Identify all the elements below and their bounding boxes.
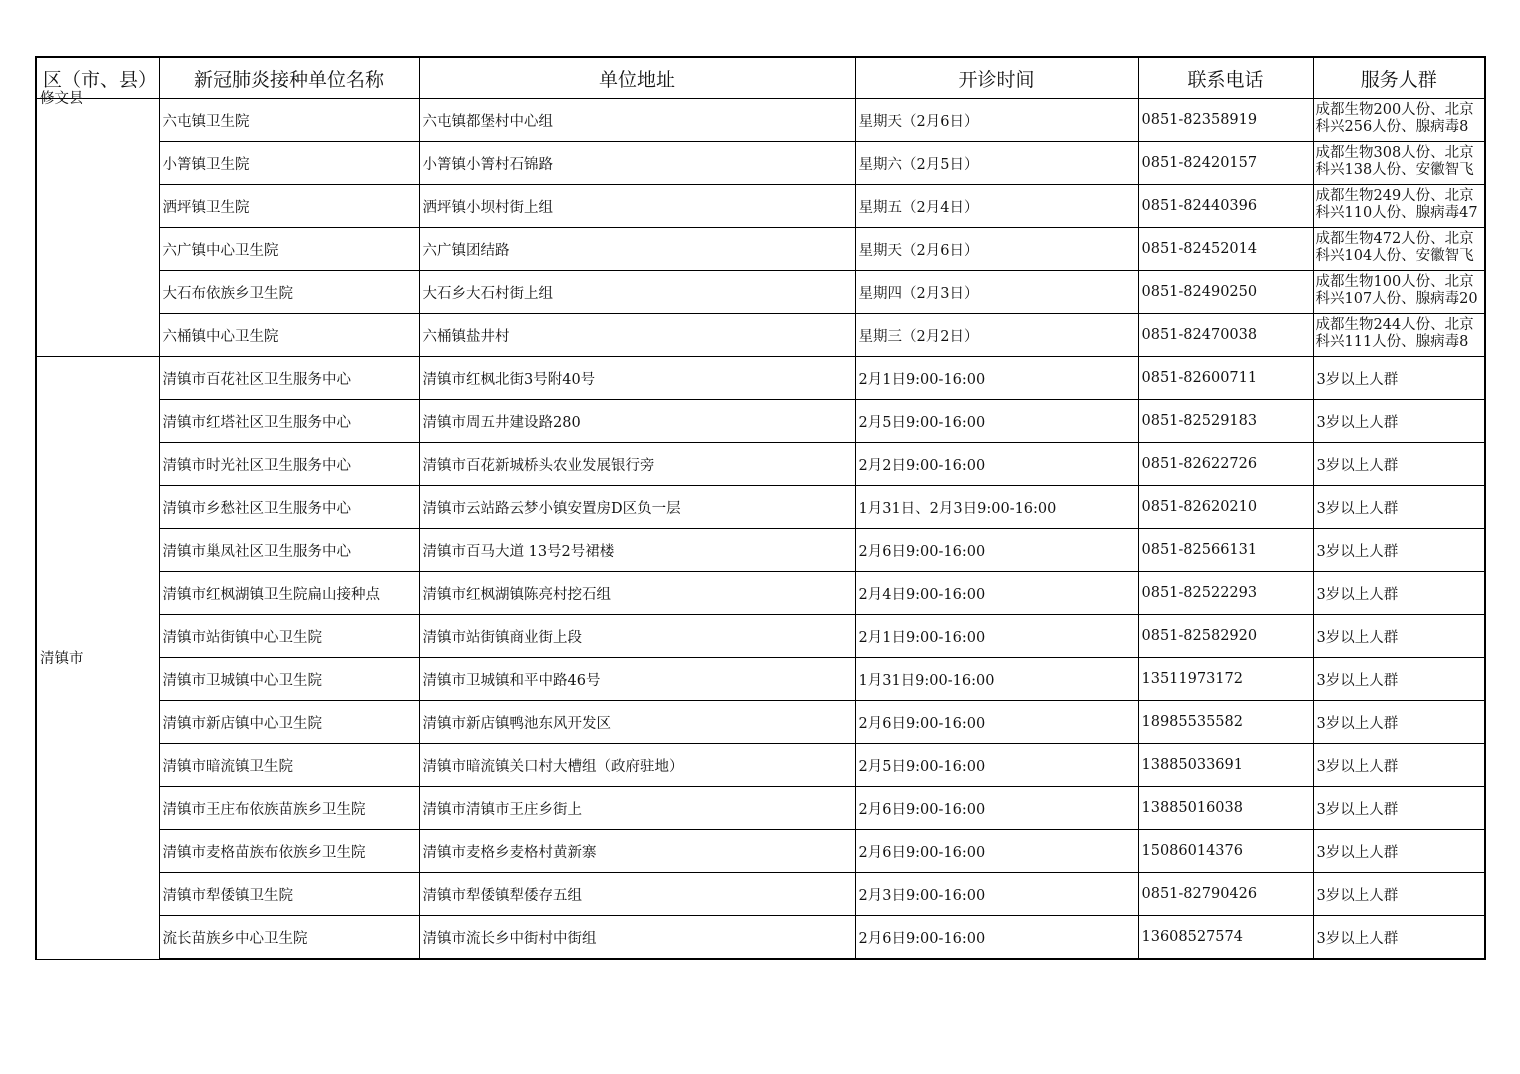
site-name: 清镇市王庄布依族苗族乡卫生院	[159, 787, 419, 830]
service-group	[1313, 314, 1485, 357]
site-address: 大石乡大石村街上组	[419, 271, 855, 314]
site-phone: 0851-82452014	[1138, 228, 1313, 271]
service-group-text: 成都生物200人份、北京科兴256人份、腺病毒8	[1315, 102, 1474, 135]
site-phone: 0851-82566131	[1138, 529, 1313, 572]
header-address: 单位地址	[419, 57, 855, 99]
table-row	[36, 615, 1485, 658]
district-cell-xiuwen	[36, 91, 159, 357]
site-address: 清镇市红枫北街3号附40号	[419, 357, 855, 400]
site-phone: 0851-82600711	[1138, 357, 1313, 400]
site-phone: 0851-82522293	[1138, 572, 1313, 615]
service-group: 3岁以上人群	[1313, 443, 1485, 486]
site-hours: 1月31日、2月3日9:00-16:00	[855, 486, 1138, 529]
table-row	[36, 443, 1485, 486]
site-name: 清镇市红枫湖镇卫生院扁山接种点	[159, 572, 419, 615]
service-group	[1313, 271, 1485, 314]
table-row	[36, 228, 1485, 271]
table-row	[36, 314, 1485, 357]
service-group: 3岁以上人群	[1313, 873, 1485, 916]
site-phone: 0851-82420157	[1138, 142, 1313, 185]
site-address: 洒坪镇小坝村街上组	[419, 185, 855, 228]
table-body	[36, 91, 1485, 960]
site-name: 清镇市百花社区卫生服务中心	[159, 357, 419, 400]
site-phone: 0851-82529183	[1138, 400, 1313, 443]
site-name: 洒坪镇卫生院	[159, 185, 419, 228]
site-address: 清镇市流长乡中街村中街组	[419, 916, 855, 960]
site-phone: 13608527574	[1138, 916, 1313, 960]
table-row	[36, 744, 1485, 787]
site-hours: 2月6日9:00-16:00	[855, 787, 1138, 830]
district-label: 修文县	[40, 91, 84, 107]
table-row	[36, 185, 1485, 228]
site-phone: 0851-82490250	[1138, 271, 1313, 314]
site-hours: 星期三（2月2日）	[855, 314, 1138, 357]
site-hours: 2月2日9:00-16:00	[855, 443, 1138, 486]
site-address: 六桶镇盐井村	[419, 314, 855, 357]
header-service-group: 服务人群	[1313, 57, 1485, 99]
site-address: 清镇市新店镇鸭池东风开发区	[419, 701, 855, 744]
site-phone: 0851-82440396	[1138, 185, 1313, 228]
vaccination-sites-sheet	[35, 56, 1484, 960]
site-hours: 2月6日9:00-16:00	[855, 701, 1138, 744]
district-cell-qingzhen: 清镇市	[36, 357, 159, 960]
site-hours: 星期天（2月6日）	[855, 228, 1138, 271]
table-row	[36, 701, 1485, 744]
site-address: 小箐镇小箐村石锦路	[419, 142, 855, 185]
service-group: 3岁以上人群	[1313, 400, 1485, 443]
site-hours: 2月1日9:00-16:00	[855, 357, 1138, 400]
site-address: 清镇市红枫湖镇陈亮村挖石组	[419, 572, 855, 615]
service-group-text: 成都生物249人份、北京科兴110人份、腺病毒47	[1315, 188, 1478, 221]
site-hours: 2月1日9:00-16:00	[855, 615, 1138, 658]
table-row	[36, 787, 1485, 830]
site-address: 六屯镇都堡村中心组	[419, 99, 855, 142]
site-name: 六广镇中心卫生院	[159, 228, 419, 271]
site-name: 清镇市新店镇中心卫生院	[159, 701, 419, 744]
site-address: 清镇市周五井建设路280	[419, 400, 855, 443]
service-group-text: 成都生物100人份、北京科兴107人份、腺病毒20	[1315, 274, 1478, 307]
site-address: 清镇市百马大道 13号2号裙楼	[419, 529, 855, 572]
table-row	[36, 916, 1485, 960]
header-district: 区（市、县）	[36, 57, 159, 99]
service-group: 3岁以上人群	[1313, 830, 1485, 873]
site-name: 六桶镇中心卫生院	[159, 314, 419, 357]
table-row	[36, 873, 1485, 916]
site-address: 清镇市百花新城桥头农业发展银行旁	[419, 443, 855, 486]
service-group	[1313, 99, 1485, 142]
site-hours: 2月4日9:00-16:00	[855, 572, 1138, 615]
site-name: 小箐镇卫生院	[159, 142, 419, 185]
site-hours: 星期四（2月3日）	[855, 271, 1138, 314]
site-address: 清镇市麦格乡麦格村黄新寨	[419, 830, 855, 873]
site-hours: 星期天（2月6日）	[855, 99, 1138, 142]
table-row	[36, 400, 1485, 443]
site-name: 清镇市乡愁社区卫生服务中心	[159, 486, 419, 529]
site-hours: 星期五（2月4日）	[855, 185, 1138, 228]
site-hours: 2月6日9:00-16:00	[855, 529, 1138, 572]
site-phone: 18985535582	[1138, 701, 1313, 744]
service-group: 3岁以上人群	[1313, 787, 1485, 830]
site-hours: 1月31日9:00-16:00	[855, 658, 1138, 701]
site-phone: 0851-82358919	[1138, 99, 1313, 142]
site-phone: 0851-82470038	[1138, 314, 1313, 357]
site-name: 流长苗族乡中心卫生院	[159, 916, 419, 960]
header-phone: 联系电话	[1138, 57, 1313, 99]
table-row	[36, 271, 1485, 314]
service-group-text: 成都生物308人份、北京科兴138人份、安徽智飞	[1315, 145, 1474, 178]
site-phone: 15086014376	[1138, 830, 1313, 873]
vaccination-sites-table	[35, 56, 1486, 960]
service-group: 3岁以上人群	[1313, 916, 1485, 960]
site-address: 清镇市暗流镇关口村大槽组（政府驻地）	[419, 744, 855, 787]
service-group: 3岁以上人群	[1313, 744, 1485, 787]
service-group: 3岁以上人群	[1313, 658, 1485, 701]
service-group	[1313, 185, 1485, 228]
site-phone: 0851-82620210	[1138, 486, 1313, 529]
site-name: 大石布依族乡卫生院	[159, 271, 419, 314]
site-hours: 2月5日9:00-16:00	[855, 400, 1138, 443]
site-phone: 0851-82622726	[1138, 443, 1313, 486]
site-hours: 星期六（2月5日）	[855, 142, 1138, 185]
site-name: 清镇市犁倭镇卫生院	[159, 873, 419, 916]
service-group: 3岁以上人群	[1313, 486, 1485, 529]
site-name: 清镇市巢凤社区卫生服务中心	[159, 529, 419, 572]
header-row	[36, 57, 1485, 99]
table-row	[36, 357, 1485, 400]
service-group: 3岁以上人群	[1313, 357, 1485, 400]
site-phone: 13885016038	[1138, 787, 1313, 830]
site-phone: 0851-82790426	[1138, 873, 1313, 916]
site-name: 清镇市卫城镇中心卫生院	[159, 658, 419, 701]
service-group	[1313, 228, 1485, 271]
table-row	[36, 529, 1485, 572]
table-row	[36, 830, 1485, 873]
site-name: 清镇市站街镇中心卫生院	[159, 615, 419, 658]
site-name: 清镇市红塔社区卫生服务中心	[159, 400, 419, 443]
table-header	[36, 57, 1485, 107]
table-row	[36, 486, 1485, 529]
site-phone: 0851-82582920	[1138, 615, 1313, 658]
service-group	[1313, 142, 1485, 185]
site-hours: 2月5日9:00-16:00	[855, 744, 1138, 787]
header-hours: 开诊时间	[855, 57, 1138, 99]
site-name: 清镇市暗流镇卫生院	[159, 744, 419, 787]
table-row	[36, 142, 1485, 185]
site-name: 清镇市麦格苗族布依族乡卫生院	[159, 830, 419, 873]
site-address: 清镇市卫城镇和平中路46号	[419, 658, 855, 701]
site-hours: 2月6日9:00-16:00	[855, 830, 1138, 873]
service-group: 3岁以上人群	[1313, 572, 1485, 615]
site-name: 清镇市时光社区卫生服务中心	[159, 443, 419, 486]
site-phone: 13511973172	[1138, 658, 1313, 701]
site-hours: 2月6日9:00-16:00	[855, 916, 1138, 960]
service-group: 3岁以上人群	[1313, 701, 1485, 744]
site-name: 六屯镇卫生院	[159, 99, 419, 142]
table-row	[36, 99, 1485, 142]
site-address: 清镇市云站路云梦小镇安置房D区负一层	[419, 486, 855, 529]
site-address: 清镇市清镇市王庄乡街上	[419, 787, 855, 830]
table-row	[36, 658, 1485, 701]
header-site-name: 新冠肺炎接种单位名称	[159, 57, 419, 99]
site-address: 清镇市犁倭镇犁倭存五组	[419, 873, 855, 916]
table-row	[36, 572, 1485, 615]
service-group: 3岁以上人群	[1313, 615, 1485, 658]
site-address: 清镇市站街镇商业街上段	[419, 615, 855, 658]
service-group-text: 成都生物472人份、北京科兴104人份、安徽智飞	[1315, 231, 1474, 264]
site-phone: 13885033691	[1138, 744, 1313, 787]
service-group: 3岁以上人群	[1313, 529, 1485, 572]
service-group-text: 成都生物244人份、北京科兴111人份、腺病毒8	[1315, 317, 1474, 350]
site-address: 六广镇团结路	[419, 228, 855, 271]
site-hours: 2月3日9:00-16:00	[855, 873, 1138, 916]
